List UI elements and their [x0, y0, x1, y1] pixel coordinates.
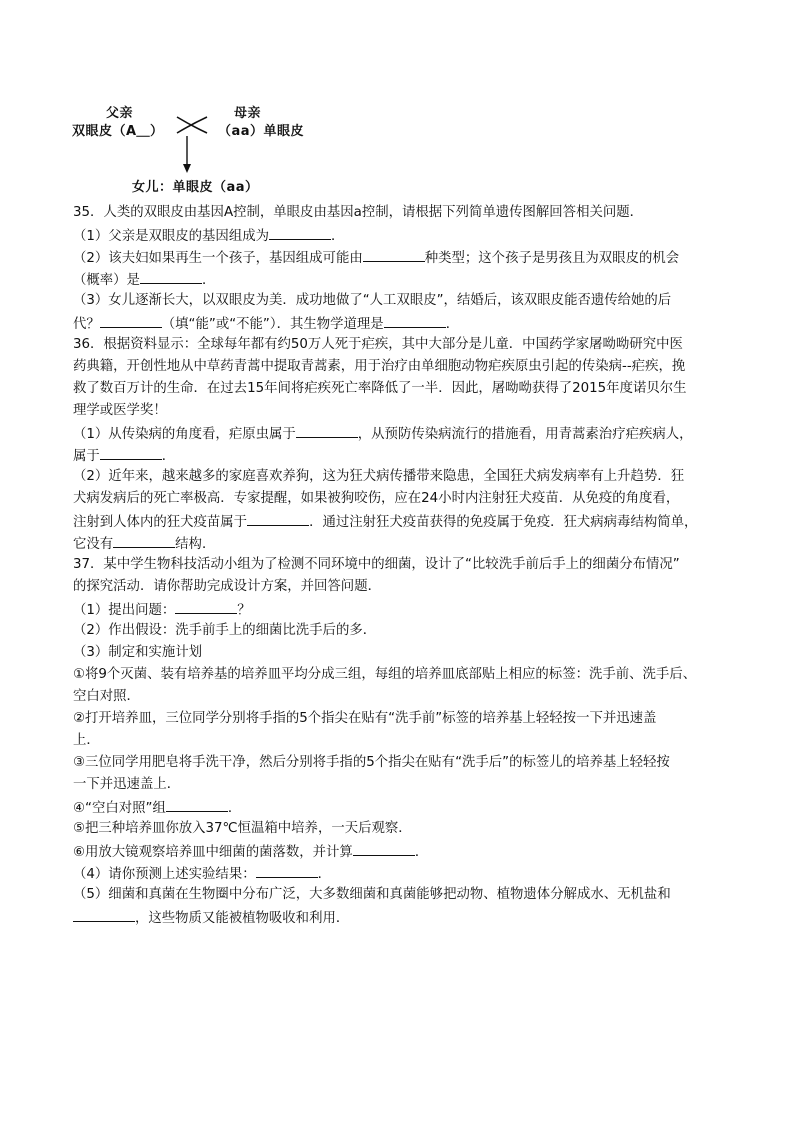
text-segment: ⑥用放大镜观察培养皿中细菌的菌落数，并计算: [73, 845, 353, 860]
text-line: [73, 730, 733, 752]
text-line: [73, 884, 733, 906]
text-segment: （1）提出问题：: [73, 603, 176, 618]
text-line: [73, 268, 733, 290]
text-segment: 结构．: [175, 537, 216, 552]
text-segment: ，从预防传染病流行的措施看，用青蒿素治疗疟疾病人，: [357, 427, 693, 442]
daughter-trait: 女儿：单眼皮（aa）: [132, 180, 259, 195]
answer-blank[interactable]: [296, 422, 358, 438]
text-segment: ．通过注射狂犬疫苗获得的免疫属于免疫．狂犬病病毒结构简单，: [309, 515, 698, 530]
answer-blank[interactable]: [166, 796, 228, 812]
text-segment: 空白对照．: [73, 689, 140, 704]
mother-trait: （aa）单眼皮: [218, 124, 305, 139]
answer-blank[interactable]: [363, 246, 425, 262]
answer-blank[interactable]: [247, 510, 309, 526]
text-segment: 的探究活动．请你帮助完成设计方案，并回答问题．: [73, 579, 381, 594]
text-segment: ⑤把三种培养皿你放入37℃恒温箱中培养，一天后观察．: [73, 821, 412, 836]
text-line: [73, 488, 733, 510]
text-segment: 35．人类的双眼皮由基因A控制，单眼皮由基因a控制，请根据下列简单遗传图解回答相关问题．: [73, 205, 644, 220]
text-segment: （3）女儿逐渐长大，以双眼皮为美．成功地做了“人工双眼皮”，结婚后，该双眼皮能否遗传给她的后: [73, 293, 672, 308]
text-segment: （1）父亲是双眼皮的基因组成为: [73, 229, 269, 244]
text-line: [73, 444, 733, 466]
answer-blank[interactable]: [100, 444, 162, 460]
text-segment: （3）制定和实施计划: [73, 645, 203, 660]
text-segment: 一下并迅速盖上．: [73, 777, 181, 792]
inheritance-diagram: [70, 100, 310, 195]
mother-label: 母亲: [234, 106, 262, 121]
text-line: [73, 466, 733, 488]
text-line: [73, 400, 733, 422]
answer-blank[interactable]: [256, 862, 318, 878]
text-segment: （2）近年来，越来越多的家庭喜欢养狗，这为狂犬病传播带来隐患，全国狂犬病发病率有上升趋势．狂: [73, 469, 685, 484]
text-line: [73, 862, 733, 884]
text-segment: （5）细菌和真菌在生物圈中分布广泛，大多数细菌和真菌能够把动物、植物遗体分解成水、无机盐和: [73, 887, 671, 902]
text-segment: 属于: [73, 449, 100, 464]
down-arrow-icon: [180, 136, 194, 174]
text-segment: ③三位同学用肥皂将手洗干净，然后分别将手指的5个指尖在贴有“洗手后”的标签儿的培养基上轻轻按: [73, 755, 670, 770]
text-line: [73, 664, 733, 686]
text-line: [73, 290, 733, 312]
text-segment: （2）该夫妇如果再生一个孩子，基因组成可能由: [73, 251, 363, 266]
text-line: [73, 906, 733, 928]
text-segment: ④“空白对照”组: [73, 801, 166, 816]
answer-blank[interactable]: [269, 224, 331, 240]
text-line: [73, 818, 733, 840]
text-line: [73, 532, 733, 554]
text-segment: ．: [445, 317, 460, 332]
text-line: [73, 774, 733, 796]
text-segment: （2）作出假设：洗手前手上的细菌比洗手后的多．: [73, 623, 377, 638]
text-segment: 上．: [73, 733, 100, 748]
text-line: [73, 224, 733, 246]
text-segment: ？: [237, 603, 251, 618]
text-segment: 药典籍，开创性地从中草药青蒿中提取青蒿素，用于治疗由单细胞动物疟疾原虫引起的传染病--疟疾，挽: [73, 359, 686, 374]
text-segment: ①将9个灭菌、装有培养基的培养皿平均分成三组，每组的培养皿底部贴上相应的标签：洗手前、洗手后、: [73, 667, 697, 682]
text-segment: 犬病发病后的死亡率极高．专家提醒，如果被狗咬伤，应在24小时内注射狂犬疫苗．从免疫的角度看，: [73, 491, 680, 506]
text-segment: 代？: [73, 317, 100, 332]
text-line: [73, 378, 733, 400]
text-line: [73, 510, 733, 532]
text-segment: 它没有: [73, 537, 114, 552]
text-segment: ．: [201, 273, 216, 288]
text-segment: ．: [227, 801, 242, 816]
answer-blank[interactable]: [384, 312, 446, 328]
answer-blank[interactable]: [140, 268, 202, 284]
text-line: [73, 708, 733, 730]
text-line: [73, 840, 733, 862]
text-line: [73, 752, 733, 774]
text-line: [73, 422, 733, 444]
text-segment: （填“能”或“不能”）．其生物学道理是: [161, 317, 384, 332]
answer-blank[interactable]: [353, 840, 415, 856]
text-segment: ，这些物质又能被植物吸收和利用．: [135, 911, 350, 926]
text-line: [73, 686, 733, 708]
text-segment: （1）从传染病的角度看，疟原虫属于: [73, 427, 296, 442]
question-text: [73, 202, 733, 928]
cross-symbol: [174, 114, 210, 136]
text-line: [73, 202, 733, 224]
father-trait: 双眼皮（A＿）: [72, 124, 164, 139]
text-segment: 36．根据资料显示：全球每年都有约50万人死于疟疾，其中大部分是儿童．中国药学家屠呦呦研究中医: [73, 337, 683, 352]
text-segment: 注射到人体内的狂犬疫苗属于: [73, 515, 248, 530]
answer-blank[interactable]: [100, 312, 162, 328]
answer-blank[interactable]: [113, 532, 175, 548]
text-segment: ．: [317, 867, 331, 882]
text-line: [73, 356, 733, 378]
text-segment: 理学或医学奖！: [73, 403, 167, 418]
text-segment: ②打开培养皿，三位同学分别将手指的5个指尖在贴有“洗手前”标签的培养基上轻轻按一下并迅速盖: [73, 711, 657, 726]
text-segment: 救了数百万计的生命．在过去15年间将疟疾死亡率降低了一半．因此，屠呦呦获得了2015年度诺贝尔生: [73, 381, 687, 396]
text-line: [73, 642, 733, 664]
text-segment: 种类型；这个孩子是男孩且为双眼皮的机会: [424, 251, 680, 266]
text-segment: ．: [414, 845, 429, 860]
text-segment: ．: [161, 449, 176, 464]
text-line: [73, 598, 733, 620]
answer-blank[interactable]: [73, 906, 135, 922]
text-segment: ．: [331, 229, 345, 244]
text-line: [73, 796, 733, 818]
text-segment: 37．某中学生物科技活动小组为了检测不同环境中的细菌，设计了“比较洗手前后手上的细菌分布情况”: [73, 557, 680, 572]
text-segment: （概率）是: [73, 273, 140, 288]
text-line: [73, 576, 733, 598]
text-segment: （4）请你预测上述实验结果：: [73, 867, 256, 882]
text-line: [73, 554, 733, 576]
father-label: 父亲: [106, 106, 134, 121]
answer-blank[interactable]: [175, 598, 237, 614]
text-line: [73, 312, 733, 334]
text-line: [73, 334, 733, 356]
text-line: [73, 620, 733, 642]
text-line: [73, 246, 733, 268]
